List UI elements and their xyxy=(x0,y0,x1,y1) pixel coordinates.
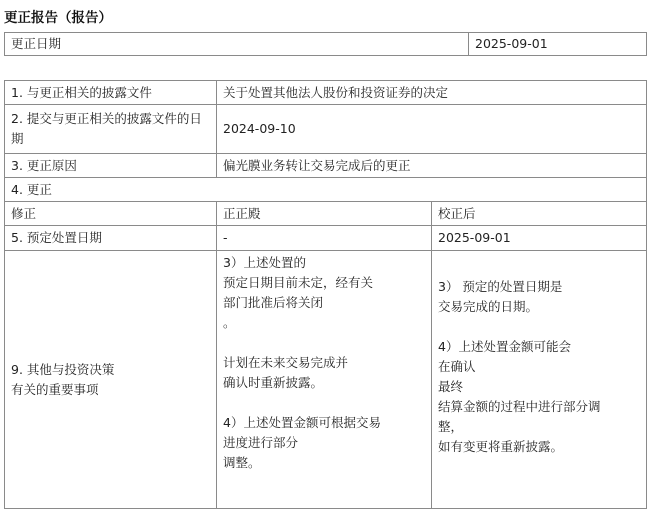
column-header: 校正后 xyxy=(432,202,647,226)
row-label: 2. 提交与更正相关的披露文件的日期 xyxy=(5,105,217,154)
correction-date-label: 更正日期 xyxy=(5,33,469,56)
item-before: - xyxy=(217,226,432,251)
table-row xyxy=(5,105,647,154)
item-after: 2025-09-01 xyxy=(432,226,647,251)
item-label: 5. 预定处置日期 xyxy=(5,226,217,251)
item-label: 9. 其他与投资决策 有关的重要事项 xyxy=(5,251,217,509)
row-value: 关于处置其他法人股份和投资证券的决定 xyxy=(217,81,647,105)
table-row xyxy=(5,81,647,105)
correction-detail-table xyxy=(4,80,647,509)
table-row xyxy=(5,178,647,202)
row-value: 2024-09-10 xyxy=(217,105,647,154)
correction-date-value: 2025-09-01 xyxy=(469,33,647,56)
table-row xyxy=(5,226,647,251)
row-label: 3. 更正原因 xyxy=(5,154,217,178)
table-row xyxy=(5,251,647,509)
row-value: 偏光膜业务转让交易完成后的更正 xyxy=(217,154,647,178)
column-header: 正正殿 xyxy=(217,202,432,226)
column-header: 修正 xyxy=(5,202,217,226)
row-label: 1. 与更正相关的披露文件 xyxy=(5,81,217,105)
table-row xyxy=(5,33,647,56)
correction-date-table xyxy=(4,32,647,56)
page-title: 更正报告（报告） xyxy=(4,10,112,26)
table-row xyxy=(5,202,647,226)
section-heading: 4. 更正 xyxy=(5,178,647,202)
table-row xyxy=(5,154,647,178)
item-after: 3） 预定的处置日期是 交易完成的日期。 4）上述处置金额可能会 在确认 最终 结算金额的过程中进行部分调 整， 如有变更将重新披露。 xyxy=(432,251,647,509)
item-before: 3）上述处置的 预定日期目前未定，经有关 部门批准后将关闭 。 计划在未来交易完成并 确认时重新披露。 4）上述处置金额可根据交易 进度进行部分 调整。 xyxy=(217,251,432,509)
